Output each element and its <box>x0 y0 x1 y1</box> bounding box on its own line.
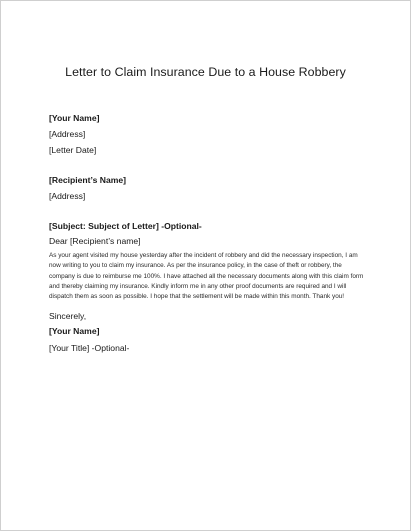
subject-line <box>49 221 202 232</box>
letter-body: As your agent visited my house yesterday after the incident of robbery and did the necessary inspection, I am now writing to you to claim my insurance. As per the insurance policy, in the case of theft or robbery, the company is due to reimburse me 100%. I have attached all the necessary documents along with this claim form and thereby claiming my insurance. Kindly inform me in any other proof documents are required and I will dispatch them as soon as possible. I hope that the settlement will be made within this month. Thank you! <box>49 252 364 301</box>
letter-title: Letter to Claim Insurance Due to a House Robbery <box>65 65 346 79</box>
sender-address: [Address] <box>49 129 86 139</box>
closing: Sincerely, <box>49 311 87 321</box>
subject-text: [Subject: Subject of Letter] -Optional- <box>49 221 202 231</box>
recipient-name: [Recipient’s Name] <box>49 175 127 185</box>
letter-date: [Letter Date] <box>49 145 97 155</box>
signature-title: [Your Title] -Optional- <box>49 343 130 353</box>
signature-name: [Your Name] <box>49 326 100 336</box>
sender-name: [Your Name] <box>49 113 100 123</box>
salutation: Dear [Recipient’s name] <box>49 236 141 246</box>
recipient-address: [Address] <box>49 191 86 201</box>
